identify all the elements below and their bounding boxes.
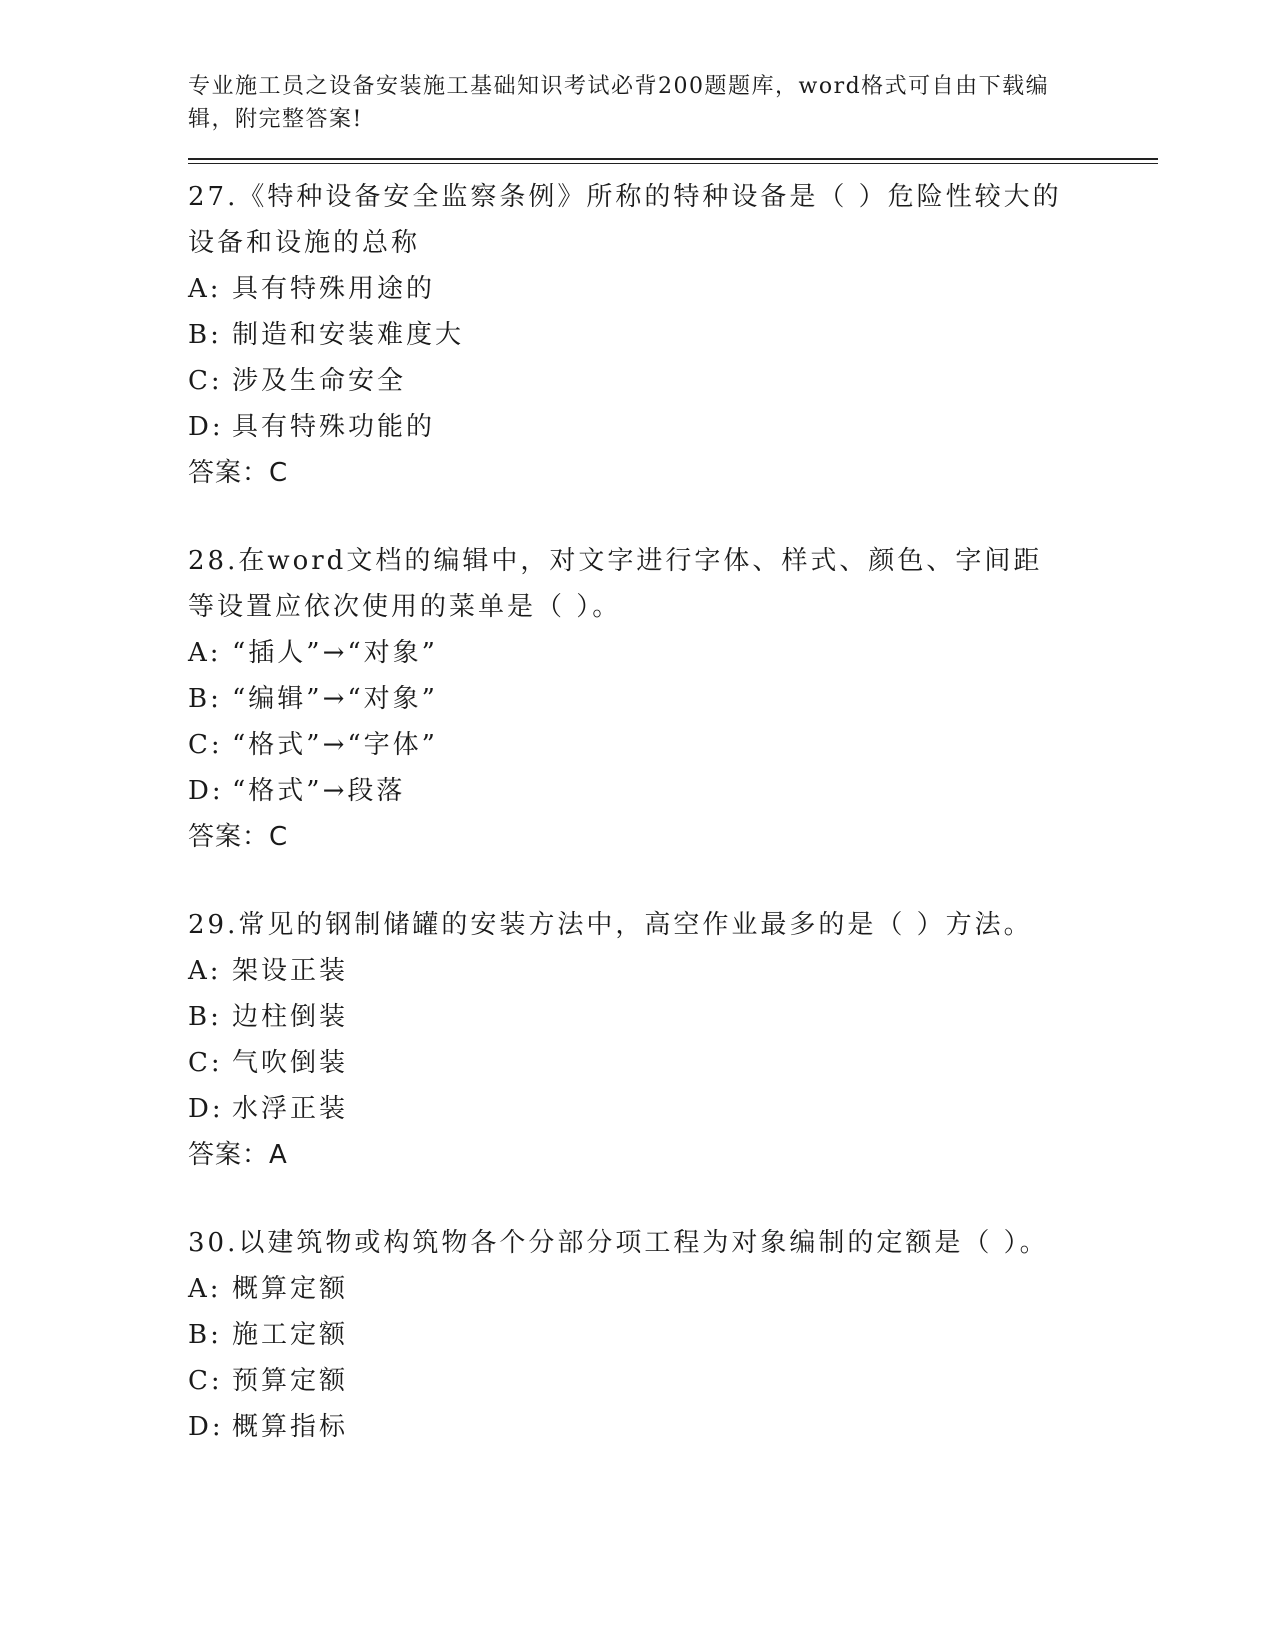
option-text: 概算定额: [232, 1274, 349, 1304]
option-letter: A:: [188, 1274, 222, 1304]
option-letter: B:: [188, 1002, 222, 1032]
option-letter: D:: [188, 1094, 224, 1124]
option-a: [188, 1266, 1158, 1312]
option-text: 边柱倒装: [232, 1002, 349, 1032]
answer-line: 答案：C: [188, 822, 289, 852]
option-a: [188, 266, 1158, 312]
question-28: [188, 538, 1158, 860]
option-d: [188, 768, 1158, 814]
option-text: 制造和安装难度大: [232, 320, 465, 350]
option-letter: D:: [188, 1412, 224, 1442]
question-29: [188, 902, 1158, 1178]
question-stem: 27.《特种设备安全监察条例》所称的特种设备是（ ）危险性较大的设备和设施的总称: [188, 182, 1062, 258]
document-header: 专业施工员之设备安装施工基础知识考试必背200题题库，word格式可自由下载编辑，附完整答案!: [188, 74, 1050, 132]
option-b: [188, 312, 1158, 358]
option-c: [188, 1358, 1158, 1404]
option-text: “编辑”→“对象”: [232, 684, 438, 714]
document-page: [188, 70, 1158, 1492]
option-text: 架设正装: [232, 956, 349, 986]
question-list: [188, 174, 1158, 1450]
answer-line: 答案：C: [188, 458, 289, 488]
option-b: [188, 676, 1158, 722]
option-letter: A:: [188, 274, 222, 304]
option-letter: C:: [188, 730, 223, 760]
question-27: [188, 174, 1158, 496]
option-text: 具有特殊用途的: [232, 274, 436, 304]
option-text: 概算指标: [232, 1412, 349, 1442]
option-text: 预算定额: [232, 1366, 349, 1396]
option-text: “插人”→“对象”: [232, 638, 438, 668]
option-text: 气吹倒装: [232, 1048, 349, 1078]
option-letter: D:: [188, 776, 224, 806]
option-d: [188, 404, 1158, 450]
option-letter: C:: [188, 1048, 223, 1078]
option-letter: B:: [188, 1320, 222, 1350]
question-30: [188, 1220, 1158, 1450]
option-letter: C:: [188, 366, 223, 396]
option-letter: A:: [188, 956, 222, 986]
header-divider: [188, 158, 1158, 160]
question-stem: 30.以建筑物或构筑物各个分部分项工程为对象编制的定额是（ ）。: [188, 1228, 1049, 1258]
option-d: [188, 1086, 1158, 1132]
option-b: [188, 1312, 1158, 1358]
option-letter: B:: [188, 320, 222, 350]
option-text: 水浮正装: [232, 1094, 349, 1124]
option-a: [188, 948, 1158, 994]
option-b: [188, 994, 1158, 1040]
option-text: “格式”→“字体”: [232, 730, 438, 760]
option-text: 具有特殊功能的: [232, 412, 436, 442]
option-a: [188, 630, 1158, 676]
option-c: [188, 722, 1158, 768]
option-letter: D:: [188, 412, 224, 442]
option-text: 施工定额: [232, 1320, 349, 1350]
option-letter: B:: [188, 684, 222, 714]
option-text: 涉及生命安全: [232, 366, 407, 396]
option-text: “格式”→段落: [232, 776, 406, 806]
option-d: [188, 1404, 1158, 1450]
answer-line: 答案：A: [188, 1140, 288, 1170]
option-c: [188, 358, 1158, 404]
question-stem: 29.常见的钢制储罐的安装方法中，高空作业最多的是（ ）方法。: [188, 910, 1033, 940]
option-letter: C:: [188, 1366, 223, 1396]
option-c: [188, 1040, 1158, 1086]
option-letter: A:: [188, 638, 222, 668]
question-stem: 28.在word文档的编辑中，对文字进行字体、样式、颜色、字间距等设置应依次使用的菜单是（ ）。: [188, 546, 1043, 622]
